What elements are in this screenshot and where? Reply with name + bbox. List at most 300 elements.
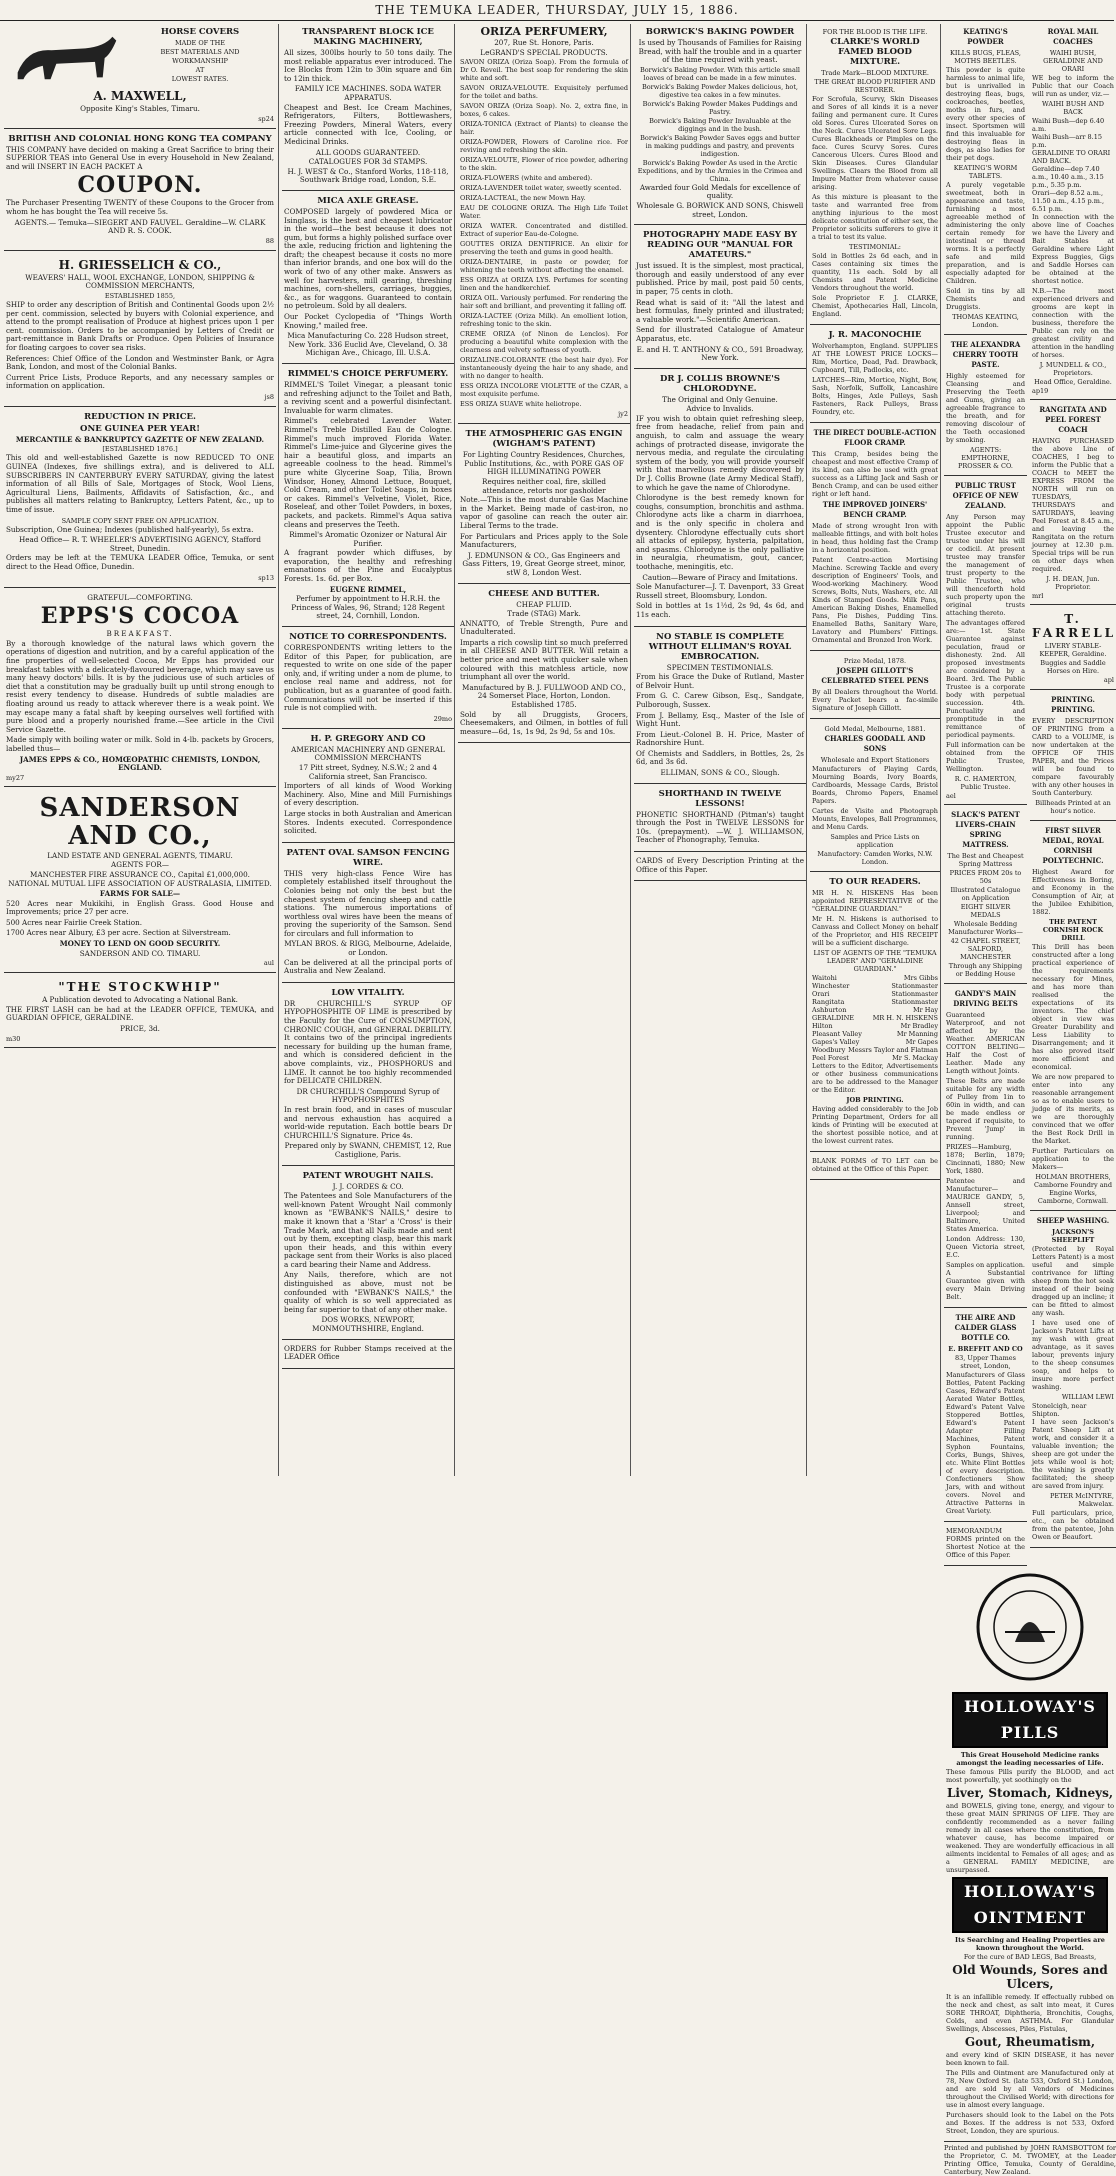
ad-maker: Mica Manufacturing Co. 228 Hudson street, New York. 336 Euclid Ave, Cleveland, O. 38 Michigan Ave., Chicago, Ill. U.S.A. — [287, 331, 449, 358]
ad-maker: Patentee and Manufacturer— MAURICE GANDY, 5, Annsell street, Liverpool; and Baltimore, United States America. — [946, 1177, 1025, 1233]
ad-subtitle: BREAKFAST. — [106, 629, 174, 639]
ad-line: Borwick's Baking Powder. With this article small loaves of bread can be made in a few minutes. — [639, 65, 801, 82]
agent-row — [812, 998, 938, 1006]
agent-place: Rangitata — [812, 998, 845, 1006]
ad-line: BEST MATERIALS AND — [160, 48, 240, 56]
hong-kong-tea-ad — [4, 131, 276, 251]
ad-title: DR J. COLLIS BROWNE'S CHLORODYNE. — [659, 373, 781, 394]
ad-maker: E. and H. T. ANTHONY & CO., 591 Broadway, New York. — [636, 344, 804, 363]
ad-established: ESTABLISHED 1855, — [104, 291, 176, 300]
ad-name: MERCANTILE & BANKRUPTCY GAZETTE OF NEW ZEALAND. — [15, 434, 265, 444]
ad-title: PHOTOGRAPHY MADE EASY BY READING OUR "MANUAL FOR AMATEURS." — [642, 230, 798, 261]
product-item: ORIZA-DENTAIRE, in paste or powder, for whitening the teeth without affecting the enamel. — [460, 258, 628, 275]
ad-body: ANNATTO, of Treble Strength, Pure and Unadulterated. — [460, 618, 628, 637]
ad-body: It is an infallible remedy. If effectually rubbed on the neck and chest, as salt into meat, it Cures SORE THROAT, Diphtheria, Bronchitis, Coughs, Colds, and even ASTHMA. For Glandular Swellings, Abscesses, Piles, Fistulas, — [946, 1993, 1114, 2033]
ad-subtitle: LAND ESTATE AND GENERAL AGENTS, TIMARU. — [47, 850, 233, 860]
holloway-ointment-banner: HOLLOWAY'S OINTMENT — [952, 1877, 1108, 1933]
ad-body: Chlorodyne is the best remedy known for coughs, consumption, bronchitis and asthma. Chlorodyne acts like a charm in diarrhoea, and is the only specific in cholera and dysentery. Chlorodyne effectually cuts short all attacks of epilepsy, hysteria, palpitation, and spasms. Chlorodyne is the only palliative in neuralgia, rheumatism, gout, cancer, toothache, meningitis, etc. — [636, 493, 804, 571]
product-item: ORIZA-FLOWERS (white and ambered). — [460, 174, 593, 183]
ad-name: JACKSON'S SHEEPLIFT — [1051, 1228, 1095, 1244]
ad-title: REDUCTION IN PRICE. — [84, 411, 196, 422]
ad-body: This old and well-established Gazette is now REDUCED TO ONE GUINEA (Indexes, five shillings extra), and is delivered to ALL SUBSCRIBERS IN CANTERBURY EVERY SATURDAY, giving the latest information of all Bills of Sale, Mortgages of Stock, Wool Liens, Agricultural Liens, Bailments, Affidavits of Satisfaction, &c., and publishes all matters relating to Bankruptcy, Letters Patent, &c., up to time of issue. — [6, 453, 274, 515]
agent-place: Hilton — [812, 1022, 833, 1030]
ad-body: Current Price Lists, Produce Reports, and any necessary samples or information on application. — [6, 372, 274, 391]
ad-line: AT — [195, 66, 205, 74]
ad-title: H. GRIESSELICH & CO., — [58, 257, 222, 272]
ad-body: Send for illustrated Catalogue of Amateur Apparatus, etc. — [636, 325, 804, 343]
ad-line: Borwick's Baking Powder Invaluable at the diggings and in the bush. — [649, 116, 791, 133]
ad-body: Sold in Bottles 2s 6d each, and in Cases containing six times the quantity, 11s each. Sold by all Chemists and Patent Medicine Vendors throughout the world. — [812, 252, 938, 292]
ad-subtitle: THE IMPROVED JOINERS' BENCH CRAMP. — [822, 500, 928, 519]
farms-heading: FARMS FOR SALE— — [99, 889, 181, 899]
ad-code: ael — [946, 792, 956, 800]
ad-title: H. P. GREGORY AND CO — [310, 733, 426, 744]
ad-catalogue: Illustrated Catalogue on Application — [950, 886, 1021, 902]
ad-address: 17 Pitt street, Sydney, N.S.W.; 2 and 4 California street, San Francisco. — [298, 762, 438, 781]
ad-price: PRICE, 3d. — [120, 1024, 160, 1033]
ad-subtitle: A Publication devoted to Advocating a National Bank. — [42, 995, 238, 1005]
ad-caution: Caution—Beware of Piracy and Imitations. — [642, 572, 798, 582]
ad-pre: FOR THE BLOOD IS THE LIFE. — [822, 28, 928, 36]
wrought-nails-ad — [282, 1168, 454, 1340]
ad-body: The Best and Cheapest Spring Mattress — [947, 852, 1024, 868]
agent-row — [812, 1054, 938, 1062]
product-item: SAVON ORIZA (Oriza Soap). From the formula of Dr O. Reveil. The best soap for rendering the skin white and soft. — [460, 58, 628, 83]
ad-code: sp13 — [258, 573, 274, 582]
ad-body: Having added considerably to the Job Printing Department, Orders for all kinds of Printing will be executed at the shortest possible notice, and at the lowest current rates. — [812, 1105, 938, 1145]
ad-title: THE ALEXANDRA CHERRY TOOTH PASTE. — [950, 340, 1021, 369]
ad-office: Head Office— R. T. WHEELER'S ADVERTISING AGENCY, Stafford Street, Dunedin. — [19, 535, 261, 553]
ad-subtitle: LeGRAND'S SPECIAL PRODUCTS. — [480, 47, 608, 57]
ad-body: WE beg to inform the Public that our Coach will run as under, viz.— — [1032, 74, 1114, 98]
agent-row — [812, 990, 938, 998]
ad-title: THE AIRE AND CALDER GLASS BOTTLE CO. — [954, 1313, 1017, 1342]
money-heading: MONEY TO LEND ON GOOD SECURITY. — [59, 939, 221, 949]
farm-item: 1700 Acres near Albury, £3 per acre. Section at Silverstream. — [6, 928, 231, 938]
ad-body: For Scrofula, Scurvy, Skin Diseases and Sores of all kinds it is a never failing and permanent cure. It Cures old Sores. Cures Ulcerated Sores on the Neck. Cures Ulcerated Sore Legs. Cures Blackheads or Pimples on the face. Cures Scurvy Sores. Cures Cancerous Ulcers. Cures Blood and Skin Diseases. Cures Glandular Swellings. Clears the Blood from all Impure Matter from whatever cause arising. — [812, 95, 938, 191]
shorthand-ad — [634, 786, 806, 852]
column-1 — [4, 24, 276, 1476]
ad-subtitle: KEATING'S WORM TABLETS. — [953, 164, 1018, 180]
ad-name: THE PATENT CORNISH ROCK DRILL — [1042, 918, 1104, 942]
ad-body: This Drill has been constructed after a long practical experience of the requirements necessary for Mines, and has more than realised the expectations of its inventors. The chief object in view was Greater Durability and Less Liability to Disarrangement; and it has also proved itself more efficient and economical. — [1032, 943, 1114, 1071]
ad-tail: Samples on application. A Substantial Guarantee given with every Main Driving Belt. — [946, 1261, 1025, 1301]
ad-body: THIS very high-class Fence Wire has completely established itself throughout the Colonies being not only the best but the cheapest system of fencing sheep and cattle stations. The numerous importations of worthless oval wires have been the means of proving the superiority of the Samson. Send for circulars and full information to — [284, 868, 452, 938]
memorandum-notice — [944, 1524, 1027, 1566]
ad-address: London Address: 130, Queen Victoria street, E.C. — [946, 1235, 1025, 1259]
product-item: ORIZA OIL. Variously perfumed. For rendering the hair soft and brilliant, and preventing it falling off. — [460, 294, 628, 311]
right-subcolumn-b — [1030, 24, 1116, 1568]
clarke-blood-mixture-ad — [810, 24, 940, 325]
ad-tail: Through any Shipping or Bedding House — [948, 962, 1023, 978]
ad-title: SHORTHAND IN TWELVE LESSONS! — [658, 788, 782, 809]
ad-title: J. R. MACONOCHIE — [828, 330, 922, 340]
ad-footer: SANDERSON AND CO. TIMARU. — [79, 948, 201, 958]
agent-place: Waitohi — [812, 974, 837, 982]
gillott-pens-ad — [810, 653, 940, 719]
agent-place: Pleasant Valley — [812, 1030, 862, 1038]
ad-title: THE DIRECT DOUBLE-ACTION FLOOR CRAMP. — [813, 428, 937, 447]
ad-body: In connection with the above line of Coaches we have the Livery and Bait Stables at Geraldine where Light Express Buggies, Gigs and Saddle Horses can be obtained at the shortest notice. — [1032, 213, 1114, 285]
ad-prizes: PRIZES—Hamburg, 1878; Berlin, 1879; Cincinnati, 1880; New York, 1880. — [946, 1143, 1025, 1175]
ad-body: and BOWELS, giving tone, energy, and vigour to these great MAIN SPRINGS OF LIFE. They are confidently recommended as a never failing remedy in all cases where the constitution, from whatever cause, has become impaired or weakened. They are wonderfully efficacious in all ailments incidental to Females of all ages; and as a GENERAL FAMILY MEDICINE, are unsurpassed. — [946, 1802, 1114, 1874]
ad-body: These famous Pills purify the BLOOD, and act most powerfully, yet soothingly on the — [946, 1768, 1114, 1784]
organs-heading: Liver, Stomach, Kidneys, — [946, 1786, 1114, 1800]
ad-maker: JAMES EPPS & CO., HOMŒOPATHIC CHEMISTS, LONDON, ENGLAND. — [19, 754, 261, 773]
ad-body: Wolverhampton, England. SUPPLIES AT THE LOWEST PRICE LOCKS—Rim, Mortice, Dead, Pad. Drawback, Cupboard, Till, Padlocks, etc. — [812, 342, 938, 374]
ad-title: PATENT OVAL SAMSON FENCING WIRE. — [286, 847, 450, 868]
ad-maker: Manufactured by B. J. FULLWOOD AND CO., 24 Somerset Place, Horton, London. Established 1785. — [462, 682, 626, 710]
ad-maker: Sole Proprietor F. J. CLARKE, Chemist, Apothecaries Hall, Lincoln, England. — [812, 294, 938, 318]
ad-body: By a thorough knowledge of the natural laws which govern the operations of digestion and nutrition, and by a careful application of the fine properties of well-selected Cocoa, Mr Epps has provided our breakfast tables with a delicately-flavoured beverage, which may save us many heavy doctors' bills. It is by the judicious use of such articles of diet that a constitution may be gradually built up until strong enough to resist every tendency to disease. Hundreds of subtle maladies are floating around us ready to attack wherever there is a weak point. We may escape many a fatal shaft by keeping ourselves well fortified with pure blood and a properly nourished frame.—See article in the Civil Service Gazette. — [6, 638, 274, 734]
ad-address: DOS WORKS, NEWPORT, MONMOUTHSHIRE, England. — [312, 1315, 424, 1334]
signature: WILLIAM LEWI — [1061, 1393, 1114, 1401]
coupon-heading: COUPON. — [77, 172, 203, 199]
right-subcolumn-a — [944, 24, 1027, 1568]
oriza-perfumery-ad — [458, 24, 630, 424]
ad-body: The Patentees and Sole Manufacturers of the well-known Patent Wrought Nail commonly known as "EWBANK'S NAILS," desire to make it known that a 'Star' a 'Cross' is their Trade Mark, and that all Nails made and sent out by them, excepting clasp, bear this mark upon their heads, and this within every package sent from their Works is also placed a card bearing their Name and Address. — [284, 1191, 452, 1269]
product-item: GOUTTES ORIZA DENTIFRICE. An elixir for preserving the teeth and gums in good health. — [460, 240, 628, 257]
masthead: THE TEMUKA LEADER, THURSDAY, JULY 15, 1886. — [0, 0, 1114, 21]
ad-subtitle: SPECIMEN TESTIMONIALS. — [666, 662, 774, 672]
ad-body: THIS COMPANY have decided on making a Great Sacrifice to bring their SUPERIOR TEAS into General Use in every Household in New Zealand, and will INSERT IN EACH PACKET A — [6, 144, 274, 171]
ad-body: Sold in tins by all Chemists and Druggists. — [946, 287, 1025, 311]
product-item: CREME ORIZA (of Ninon de Lenclos). For producing a beautiful white complexion with the clearness and velvety softness of youth. — [460, 330, 628, 355]
printing-ad — [1030, 692, 1116, 821]
column-4 — [630, 24, 806, 1476]
ad-title: TRANSPARENT BLOCK ICE MAKING MACHINERY, — [302, 27, 434, 47]
ad-body: DR CHURCHILL'S SYRUP OF HYPOPHOSPHITE OF LIME is prescribed by the Faculty for the Cure of CONSUMPTION, CHRONIC COUGH, and GENERAL DEBILITY. It contains two of the principal ingredients necessary for building up the human frame, and which is considered deficient in the above complaints, viz., PHOSPHORUS and LIME. It cannot be too highly recommended for DELICATE CHILDREN. — [284, 998, 452, 1086]
ad-maker: H. J. WEST & Co., Stanford Works, 118-118, Southwark Bridge road, London, S.E. — [287, 166, 449, 185]
rubber-stamps-notice — [282, 1342, 454, 1369]
aire-calder-ad — [944, 1310, 1027, 1522]
ad-subtitle: Wholesale and Export Stationers — [820, 756, 930, 764]
griesselich-ad — [4, 253, 276, 407]
ad-title: SANDERSON AND CO., — [39, 792, 241, 851]
product-item: EAU DE COLOGNE ORIZA. The High Life Toilet Water. — [460, 204, 628, 221]
ad-address: Manufactory: Camden Works, N.W. London. — [817, 850, 933, 866]
ad-body: N.B.—The most experienced drivers and grooms are kept in connection with the business, therefore the Public can rely on the greatest civility and attention in the handling of horses. — [1032, 287, 1114, 359]
agent-row — [812, 1046, 938, 1054]
agent-name: Stationmaster — [891, 982, 938, 990]
floor-cramp-ad — [810, 425, 940, 651]
ad-title: CHARLES GOODALL AND SONS — [824, 734, 926, 753]
mercantile-gazette-ad — [4, 409, 276, 588]
route-heading: WAIHI BUSH AND BACK — [1042, 100, 1104, 116]
ad-subtitle: DR CHURCHILL'S Compound Syrup of HYPOPHOSPHITES — [296, 1086, 440, 1105]
ad-body: PHONETIC SHORTHAND (Pitman's) taught through the Post in TWELVE LESSONS for 10s. (prepayment). —W. J. WILLIAMSON, Teacher of Phonography, Temuka. — [636, 809, 804, 845]
ad-body: For Lighting Country Residences, Churches, Public Institutions, &c., with PORE GAS OF HIGH ILLUMINATING POWER — [462, 450, 626, 477]
ice-machinery-ad — [282, 24, 454, 191]
chlorodyne-ad — [634, 371, 806, 627]
ad-line: MADE OF THE — [174, 39, 226, 47]
product-item: ESS ORIZA INCOLORE VIOLETTE of the CZAR, a most exquisite perfume. — [460, 382, 628, 399]
ad-caution: Purchasers should look to the Label on the Pots and Boxes. If the address is not 533, Oxford Street, London, they are spurious. — [946, 2111, 1114, 2135]
ad-title: CLARKE'S WORLD FAMED BLOOD MIXTURE. — [830, 37, 920, 67]
right-split — [944, 24, 1116, 1568]
ad-title: TO OUR READERS. — [829, 877, 921, 887]
product-item: ORIZALINE-COLORANTE (the best hair dye). For instantaneously dyeing the hair to any shade, and with no danger to health. — [460, 356, 628, 381]
timetable-row: Geraldine—dep 7.40 a.m., 10.40 a.m., 3.15 p.m., 5.35 p.m. — [1032, 165, 1104, 189]
ad-tail: Samples and Price Lists on application — [830, 833, 920, 849]
ad-line: WORKMANSHIP — [172, 57, 228, 65]
timetable-row: Waihi Bush—dep 6.40 a.m. — [1032, 117, 1105, 133]
notice-body: ORDERS for Rubber Stamps received at the LEADER Office — [284, 1343, 452, 1362]
ad-line: Borwick's Baking Powder As used in the Arctic Expeditions, and by the Armies in the Crimea and China. — [637, 158, 803, 183]
ad-maker: THOMAS KEATING, London. — [952, 313, 1019, 329]
ad-body: Guaranteed Waterproof, and not affected by the Weather. AMERICAN COTTON BELTING—Half the Cost of Leather. Made any Length without Joints. — [946, 1011, 1025, 1075]
ad-subtitle: TESTIMONIAL: — [849, 243, 901, 251]
holloway-ad — [944, 1686, 1116, 2142]
ad-code: m30 — [6, 1034, 21, 1043]
ad-body: Importers of all kinds of Wood Working Machinery. Also, Mine and Mill Furnishings of every description. — [284, 781, 452, 808]
ad-body: THE FIRST LASH can be had at the LEADER OFFICE, TEMUKA, and GUARDIAN OFFICE, GERALDINE. — [6, 1004, 274, 1023]
ad-title: PRINTING. PRINTING. — [1051, 695, 1095, 714]
ad-body: Full particulars, price, etc., can be obtained from the patentee, John Owen or Beaufort. — [1032, 1509, 1114, 1541]
ad-title: FIRST SILVER MEDAL, ROYAL CORNISH POLYTECHNIC. — [1042, 826, 1104, 865]
ad-body: Made of strong wrought Iron with malleable fittings, and with bolt holes in head, thus holding fast the Cramp in a horizontal position. — [812, 522, 938, 554]
ad-body: Can be delivered at all the principal ports of Australia and New Zealand. — [284, 957, 452, 976]
ad-subtitle: Advice to Invalids. — [686, 404, 754, 414]
ad-body: Cartes de Visite and Photograph Mounts, Envelopes, Ball Programmes, and Menu Cards. — [812, 807, 938, 831]
gout-heading: Gout, Rheumatism, — [964, 2035, 1096, 2049]
ad-title: SHEEP WASHING. — [1036, 1216, 1110, 1225]
product-item: ESS ORIZA at ORIZA LYS. Perfumes for scenting linen and the handkerchief. — [460, 276, 628, 293]
ad-code: 88 — [265, 236, 274, 245]
timetable-row: Orari—dep 8.52 a.m., 11.50 a.m., 4.15 p.m., 6.51 p.m. — [1032, 189, 1105, 213]
ad-title: THE ATMOSPHERIC GAS ENGIN (WIGHAM'S PATENT) — [465, 429, 623, 450]
cornish-drill-ad — [1030, 823, 1116, 1211]
ad-body: Any Person may appoint the Public Trustee executor and trustee under his will or codicil. At present trustee may transfer the management of trust property to the Public Trustee, who will thenceforth hold such property upon the original trusts attaching thereto. — [946, 513, 1025, 617]
slack-mattress-ad — [944, 807, 1027, 984]
product-item: ORIZA-LACTEAL, the new Mown Hay. — [460, 194, 586, 203]
ad-title: KEATING'S POWDER — [963, 27, 1008, 46]
ad-subtitle: KILLS BUGS, FLEAS, MOTHS BEETLES. — [950, 49, 1021, 65]
ad-insurer: MANCHESTER FIRE ASSURANCE CO., Capital £1,000,000. — [30, 869, 250, 879]
notice-body: MEMORANDUM FORMS printed on the Shortest Notice at the Office of this Paper. — [946, 1527, 1025, 1559]
product-item: ESS ORIZA SUAVE white heliotrope. — [460, 400, 582, 409]
ad-body: Large stocks in both Australian and American Stores. Indents executed. Correspondence solicited. — [284, 808, 452, 836]
ad-body: By all Dealers throughout the World. Every Packet bears a fac-simile Signature of Joseph Gillott. — [812, 688, 938, 712]
horse-covers-ad — [4, 24, 276, 129]
ad-maker: Sole Manufacturer—J. T. Davenport, 33 Great Russell street, Bloomsbury, London. — [636, 582, 804, 600]
ad-name: EUGENE RIMMEL, — [329, 584, 407, 594]
ad-maker: HOLMAN BROTHERS, Camborne Foundry and Engine Works, Camborne, Cornwall. — [1034, 1173, 1112, 1205]
ad-body: Sold by all Druggists, Grocers, Cheesemakers, and Oilmen, in bottles of full measure—6d, 1s, 1s 9d, 2s 9d, 5s and 10s. — [460, 709, 628, 736]
product-item: ORIZA-POWDER, Flowers of Caroline rice. For reviving and refreshing the skin. — [460, 138, 628, 155]
ad-mark: Trade Mark—BLOOD MIXTURE. — [821, 69, 929, 77]
agent-place: Peel Forest — [812, 1054, 849, 1062]
agent-row — [812, 974, 938, 982]
farrell-ad — [1030, 607, 1116, 690]
timetable-row: GERALDINE TO ORARI AND BACK. — [1032, 149, 1111, 165]
ad-body: Of Chemists and Saddlers, in Bottles, 2s, 2s 6d, and 3s 6d. — [636, 748, 804, 767]
ad-maker: Prepared only by SWANN, CHEMIST, 12, Rue Castiglione, Paris. — [284, 1141, 452, 1159]
ad-body: (Protected by Royal Letters Patent) is a most useful and simple contrivance for lifting sheep from the hot soak instead of their being dragged up an incline; it can be fitted to almost any wash. — [1032, 1245, 1114, 1317]
ad-name: A. MAXWELL, — [93, 89, 187, 103]
agent-name: Mr Gapes — [905, 1038, 938, 1046]
ad-code: my27 — [6, 773, 25, 782]
ad-title: RANGITATA AND PEEL FOREST COACH — [1039, 405, 1107, 434]
product-item: ORIZA-VELOUTE, Flower of rice powder, adhering to the skin. — [460, 156, 628, 173]
agent-row — [812, 982, 938, 990]
ad-title: CHEESE AND BUTTER. — [488, 588, 600, 599]
ad-body: This powder is quite harmless to animal life, but is unrivalled in destroying fleas, bugs, cockroaches, beetles, moths in furs, and every other species of insect. Sportsmen will find this invaluable for destroying fleas in dogs, as also ladies for their pet dogs. — [946, 66, 1025, 162]
agent-place: Gapes's Valley — [812, 1038, 860, 1046]
maconochie-ad — [810, 327, 940, 423]
ad-title: RIMMEL'S CHOICE PERFUMERY. — [287, 369, 449, 379]
ad-note: Note.—This is the most durable Gas Machine in the Market. Being made of cast-iron, no vapor of gasoline can reach the outer air. Liberal Terms to the trade. — [460, 495, 628, 530]
ad-title: JOSEPH GILLOTT'S CELEBRATED STEEL PENS — [821, 666, 929, 685]
photography-ad — [634, 227, 806, 369]
agent-row — [812, 1006, 938, 1014]
product-item: ORIZA-LAVENDER toilet water, sweetly scented. — [460, 184, 622, 193]
product-item: SAVON ORIZA-VELOUTE. Exquisitely perfumed for the toilet and baths. — [460, 84, 628, 101]
sanderson-ad — [4, 789, 276, 974]
agents-heading: LIST OF AGENTS OF THE "TEMUKA LEADER" AND "GERALDINE GUARDIAN." — [813, 949, 937, 973]
agent-name: Stationmaster — [891, 998, 938, 1006]
ad-maker: Wholesale G. BORWICK AND SONS, Chiswell street, London. — [636, 200, 804, 219]
ad-title: BRITISH AND COLONIAL HONG KONG TEA COMPANY — [8, 133, 272, 144]
ad-address: 42 CHAPEL STREET, SALFORD, MANCHESTER — [950, 937, 1021, 961]
elliman-ad — [634, 629, 806, 784]
ad-body: Read what is said of it: "All the latest and best formulas, finely printed and illustrated; a valuable work."—Scientific American. — [636, 297, 804, 324]
testimonial: From Lieut.-Colonel B. H. Price, Master of Radnorshire Hunt. — [636, 729, 804, 748]
samson-wire-ad — [282, 845, 454, 983]
cherry-paste-ad — [944, 337, 1027, 476]
ad-subtitle: ONE GUINEA PER YEAR! — [80, 423, 200, 434]
ad-title: ROYAL MAIL COACHES — [1047, 27, 1099, 46]
ad-code: js8 — [264, 392, 274, 401]
product-item: ORIZA-LACTEE (Oriza Milk). An emollient lotion, refreshing tonic to the skin. — [460, 312, 628, 329]
notice-body: CARDS of Every Description Printing at the Office of this Paper. — [636, 856, 804, 874]
agent-place: Woodbury — [812, 1046, 846, 1054]
sheep-lift-ad — [1030, 1213, 1116, 1548]
ad-title: EPPS'S COCOA — [40, 603, 240, 630]
agent-name: MR H. N. HISKENS — [872, 1014, 938, 1022]
ad-address: The Pills and Ointment are Manufactured only at 78, New Oxford St. (late 533, Oxford St.) London, and are sold by all Vendors of Medicines throughout the Civilised World; with directions for use in almost every language. — [946, 2069, 1114, 2109]
ad-body: LATCHES—Rim, Mortice, Night, Bow, Sash, Norfolk, Suffolk, Lancashire Bolts, Hinges, Axle Pulleys, Sash Fasteners, Rack Pulleys, Brass Foundry, etc. — [812, 376, 938, 416]
ad-title: PATENT WROUGHT NAILS. — [302, 1170, 434, 1181]
gregory-ad — [282, 731, 454, 843]
ad-body: References: Chief Office of the London and Westminster Bank, or Agra Bank, London, and most of the Colonial Banks. — [6, 353, 274, 372]
ad-body: Manufacturers of Glass Bottles, Patent Packing Cases, Edward's Patent Aerated Water Bottles, Edward's Patent Valve Stoppered Bottles, Edward's Patent Adapter Filling Machines, Patent Syphon Fountains, Corks, Bungs, Shives, etc. White Flint Bottles of every description. Confectioners Show Jars, with and without covers. Novel and Attractive Patterns in Great Variety. — [946, 1371, 1025, 1515]
ad-body: Buggies and Saddle Horses on Hire. — [1040, 659, 1106, 675]
epps-cocoa-ad — [4, 590, 276, 787]
ad-body: COMPOSED largely of powdered Mica or Isinglass, is the best and cheapest lubricator in the world—the best because it does not gum, but forms a highly polished surface over the axle, reducing friction and lightening the draft; the cheapest because it costs no more than inferior brands, and one box will do the work of two of any other make. Answers as well for harvesters, mill gearing, threshing machines, corn-shellers, carriages, buggies, &c., as for waggons. Guaranteed to contain no petroleum. Sold by all dealers. — [284, 206, 452, 311]
ad-agents: AGENTS FOR— — [111, 860, 169, 870]
stockwhip-ad — [4, 975, 276, 1047]
ad-body: Manufacturers of Playing Cards, Mourning Boards, Ivory Boards, Cardboards, Message Cards, Bristol Boards, Chromo Papers, Enamel Papers. — [812, 765, 938, 805]
agent-name: Mrs Gibbs — [903, 974, 938, 982]
ad-agents: AGENTS: EMPTHORNE, PROSSER & CO. — [958, 446, 1013, 470]
agent-row — [812, 1038, 938, 1046]
ad-subtitle: This Great Household Medicine ranks amongst the leading necessaries of Life. — [956, 1751, 1104, 1767]
ad-title: SLACK'S PATENT LIVERS-CHAIN SPRING MATTRESS. — [951, 810, 1020, 849]
ad-body: Highly esteemed for Cleansing and Preserving the Teeth and Gums, giving an agreeable fragrance to the breath, and for removing discolour of the Teeth occasioned by smoking. — [946, 372, 1025, 444]
ad-maker: J. MUNDELL & CO., Proprietors. — [1039, 361, 1107, 377]
ad-subtitle: Rimmel's Aromatic Ozonizer or Natural Air Purifier. — [289, 530, 447, 548]
ad-body: For the cure of BAD LEGS, Bad Breasts, — [963, 1953, 1097, 1961]
ad-title: "THE STOCKWHIP" — [58, 980, 222, 995]
ad-code: jy2 — [618, 410, 628, 419]
rangitata-coach-ad — [1030, 402, 1116, 605]
timetable-row: Waihi Bush—arr 8.15 p.m. — [1032, 133, 1103, 149]
ad-medal: Prize Medal, 1878. — [843, 657, 907, 665]
ad-subtitle: WAIHI BUSH, GERALDINE AND ORARI — [1043, 49, 1103, 73]
ad-body: Requires neither coal, fire, skilled attendance, retorts nor gasholder — [482, 476, 606, 495]
notice-correspondents — [282, 629, 454, 729]
column-3 — [454, 24, 630, 1476]
agent-row — [812, 1022, 938, 1030]
product-item: SAVON ORIZA (Oriza Soap). No. 2, extra fine, in boxes, 6 cakes. — [460, 102, 628, 119]
ad-subtitle: AMERICAN MACHINERY AND GENERAL COMMISSION MERCHANTS — [291, 744, 445, 763]
ad-body: IF you wish to obtain quiet refreshing sleep, free from headache, relief from pain and anguish, to calm and assuage the weary achings of protracted disease, invigorate the nervous media, and regulate the circulating system of the body, you will provide yourself with that marvellous remedy discovered by Dr J. Collis Browne (late Army Medical Staff), to which he gave the name of Chlorodyne. — [636, 413, 804, 492]
agent-name: Mr S. Mackay — [892, 1054, 938, 1062]
ad-body: These Belts are made suitable for any width of Pulley from 1in to 60in in width, and can be made endless or tapered if requisite, to Prevent 'Jump' in running. — [946, 1077, 1025, 1141]
rimmel-ad — [282, 366, 454, 627]
ad-body: The advantages offered are:— 1st. State Guarantee against peculation, fraud or dishonesty. 2nd. All proposed investments are considered by a Board. 3rd. The Public Trustee is a corporate body with perpetual succession. 4th. Punctuality and promptitude in the remittance of periodical payments. — [946, 619, 1025, 739]
ad-body: We are now prepared to enter into any reasonable arrangement so as to enable users to judge of its merits, as we are thoroughly convinced that we offer the Best Rock Drill in the Market. — [1032, 1073, 1114, 1145]
ad-prices: PRICES FROM 20s to 50s — [949, 869, 1022, 885]
holloway-seal-emblem — [975, 1572, 1085, 1682]
ad-body: Full information can be obtained from the Public Trustee, Wellington. — [946, 741, 1025, 773]
agent-name: Mr Bradley — [900, 1022, 938, 1030]
product-item: ORIZA WATER. Concentrated and distilled. Extract of superior Eau-de-Cologne. — [460, 222, 628, 239]
ad-address: 83, Upper Thames street, London, — [955, 1354, 1016, 1370]
ad-catalogues: CATALOGUES FOR 3d STAMPS. — [308, 157, 428, 167]
ad-office: Head Office, Geraldine. — [1034, 378, 1112, 386]
agent-row — [812, 1014, 938, 1022]
ad-sample: SAMPLE COPY SENT FREE ON APPLICATION. — [61, 516, 219, 525]
ad-line: Borwick's Baking Powder Makes delicious, hot, digestive tea cakes in a few minutes. — [641, 82, 798, 99]
ad-maker: R. C. HAMERTON, Public Trustee. — [954, 775, 1017, 791]
notice-body: CORRESPONDENTS writing letters to the Editor of this Paper, for publication, are requested to write on one side of the paper only, and, if writing under a nom de plume, to enclose real name and address, not for publication, but as a guarantee of good faith. Communications will not be inserted if this rule is not complied with. — [284, 643, 452, 713]
ad-title: T. FARRELL — [1032, 612, 1116, 640]
ad-subtitle: LIVERY STABLE-KEEPER, Geraldine. — [1039, 642, 1107, 658]
ad-code: mrl — [1032, 592, 1044, 600]
testimonial: I have used one of Jackson's Patent Lifts at my wash with great advantage, as it saves labour, prevents injury to the sheep consumes soap, and helps to insure more perfect washing. — [1032, 1319, 1114, 1391]
product-item: ORIZA-TONICA (Extract of Plants) to cleanse the hair. — [460, 120, 628, 137]
ad-body: Imparts a rich cowslip tint so much preferred in all CHEESE AND BUTTER. Will retain a better price and meet with quicker sale when coloured with this matchless article, now triumphant all over the world. — [460, 637, 628, 682]
ad-line: LOWEST RATES. — [171, 75, 229, 83]
ad-medal: Gold Medal, Melbourne, 1881. — [824, 725, 926, 733]
ad-body: Highest Award for Effectiveness in Boring, and Economy in the Consumption of Air, at the Jubilee Exhibition, 1882. — [1032, 868, 1114, 916]
ad-body: RIMMEL'S Toilet Vinegar, a pleasant tonic and refreshing adjunct to the Toilet and Bath, a reviving scent and a powerful disinfectant. Invaluable for warm climates. — [284, 380, 452, 415]
ad-title: HORSE COVERS — [160, 27, 240, 37]
ad-maker: J. EDMUNSON & CO., Gas Engineers and Gass Fitters, 19, Great George street, minor, stW 8, London West. — [462, 550, 626, 577]
ad-body: Subscription, One Guinea; Indexes (published half-yearly), 5s extra. — [6, 524, 254, 534]
ad-maker: ELLIMAN, SONS & CO., Slough. — [660, 768, 780, 778]
ad-body: Just issued. It is the simplest, most practical, thorough and easily understood of any ever published. Price by mail, post paid 50 cents, in paper, 75 cents in cloth. — [636, 261, 804, 296]
ad-insurer: NATIONAL MUTUAL LIFE ASSOCIATION OF AUSTRALASIA, LIMITED. — [8, 879, 272, 889]
ad-established: [ESTABLISHED 1876.] — [102, 445, 178, 454]
ad-subtitle: WEAVERS' HALL, WOOL EXCHANGE, LONDON, SHIPPING & COMMISSION MERCHANTS, — [25, 272, 255, 291]
agent-place: Orari — [812, 990, 830, 998]
ad-body: The Purchaser Presenting TWENTY of these Coupons to the Grocer from whom he has bought the Tea will receive 5s. — [6, 198, 274, 216]
notice-body: BLANK FORMS of TO LET can be obtained at the Office of this Paper. — [812, 1157, 938, 1173]
ad-line: Borwick's Baking Powder Makes Puddings and Pastry. — [642, 99, 798, 116]
ad-title: GANDY'S MAIN DRIVING BELTS — [953, 989, 1018, 1008]
column-2 — [278, 24, 454, 1476]
ad-subtitle: The Original and Only Genuine. — [662, 394, 778, 404]
ad-line: Borwick's Baking Powder Saves eggs and butter in making puddings and pastry, and prevents indigestion. — [640, 133, 800, 158]
ad-maker: J. H. DEAN, Jun. Proprietor. — [1046, 575, 1100, 591]
ad-body: HAVING PURCHASED the above Line of COACHES, I beg to inform the Public that a COACH to MEET the EXPRESS FROM the NORTH will run on TUESDAYS, THURSDAYS and SATURDAYS, leaving Peel Forest at 8.45 a.m., and leaving the Rangitata on the return journey at 12.30 p.m. Special trips will be run on other days when required. — [1032, 437, 1114, 573]
testimonial: From J. Bellamy, Esq., Master of the Isle of Wight Hunt. — [636, 710, 804, 729]
ad-body: Is used by Thousands of Families for Raising Bread, with half the trouble and in a quarter of the time required with yeast. — [638, 38, 802, 65]
ad-code: 29mo — [433, 714, 452, 723]
